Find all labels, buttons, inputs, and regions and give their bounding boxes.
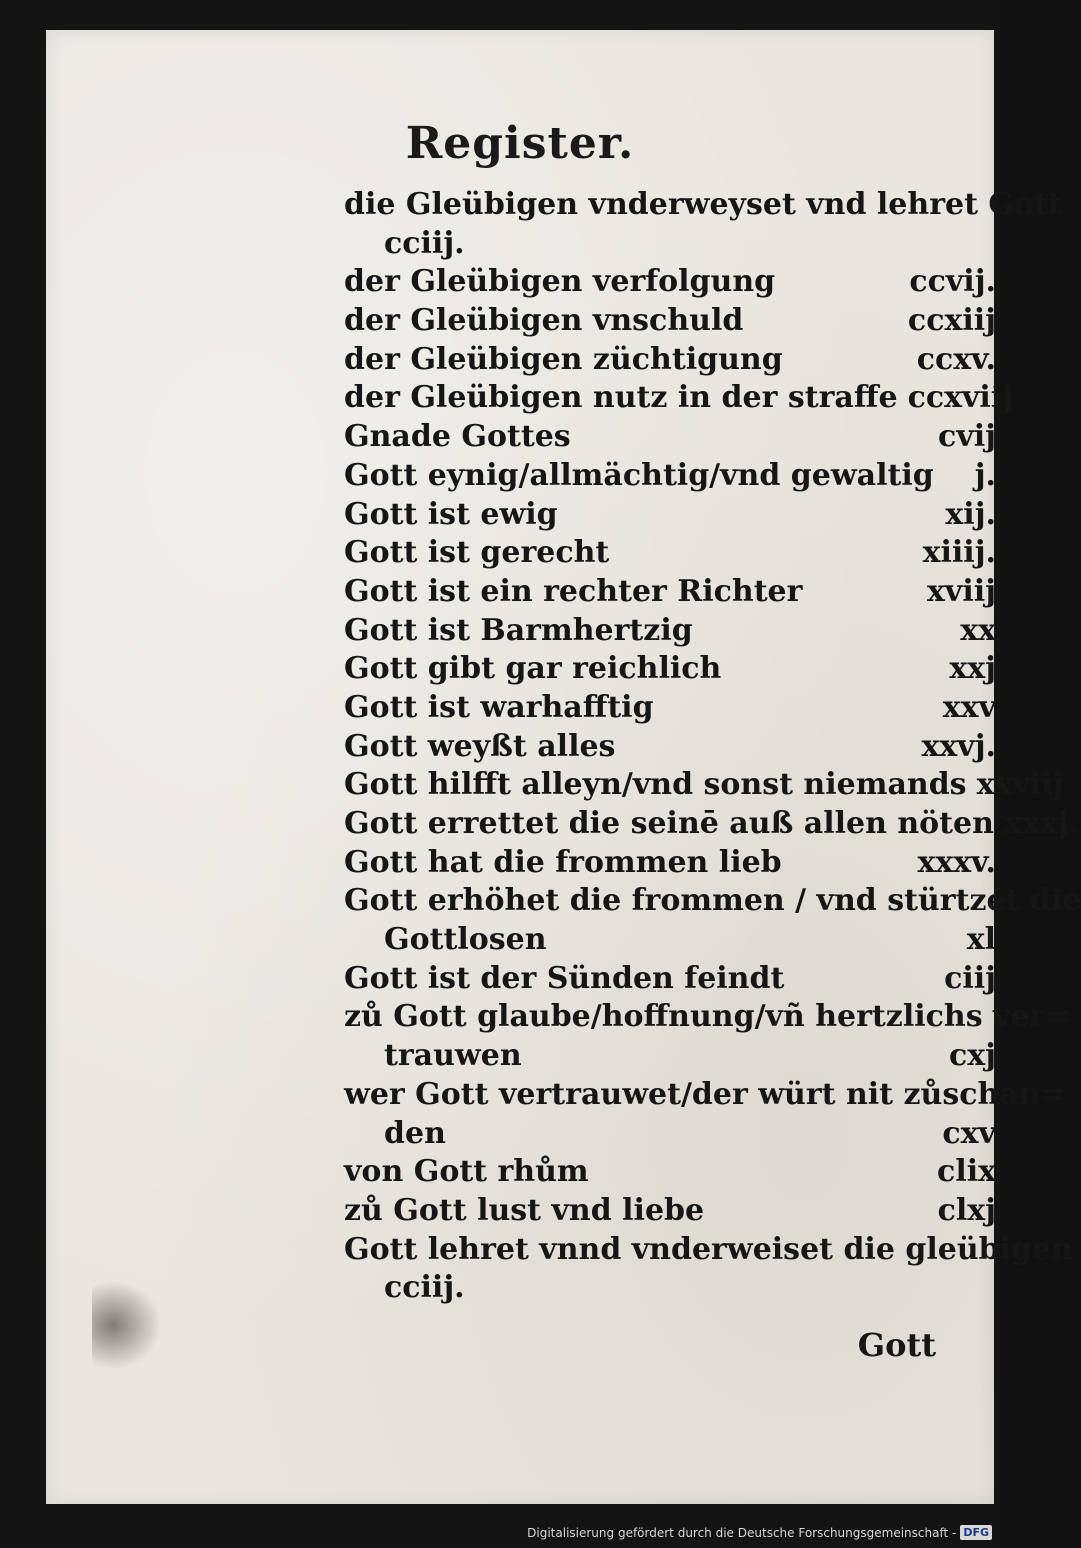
register-entry [344,612,996,651]
entry-text: der Gleübigen nutz in der straffe [344,380,898,416]
entry-text: wer Gott vertrauwet/der würt nit zůschan= [344,1076,1066,1112]
register-entry [344,496,996,535]
entry-folio: ccxviij [907,380,1014,416]
entry-folio: ccvij. [909,264,996,300]
register-entry [344,457,996,496]
register-entry [344,998,1071,1037]
entry-text: der Gleübigen vnschuld [344,303,744,339]
entry-folio: xx [960,612,996,648]
entry-text: Gott hilfft alleyn/vnd sonst niemands [344,767,967,803]
register-entry [344,418,996,457]
entry-folio: clxj [937,1192,996,1228]
register-entry [344,186,1062,225]
entry-folio: xl [966,922,996,958]
entry-text: den [384,1115,446,1151]
entry-text: Gott hat die frommen lieb [344,844,782,880]
catchword: Gott [857,1326,936,1364]
page-stain [92,1280,162,1370]
register-entry [344,960,996,999]
entry-text: Gott lehret vnnd vnderweiset die gleübigen [344,1231,1073,1267]
entry-folio: xxxj. [1003,806,1079,841]
entry-folio: xxvj. [921,728,996,764]
register-entry [344,650,996,689]
register-entry [344,341,996,380]
register-entry [344,534,996,573]
entry-text: Gott weyßt alles [344,728,616,764]
entry-folio: ccxiij [907,303,996,339]
entry-folio: xxviij [976,767,1064,803]
register-entry [344,1192,996,1231]
entry-text: Gott errettet die seinē auß allen nöten [344,806,994,841]
register-entry [344,573,996,612]
entry-text: Gott eynig/allmächtig/vnd gewaltig [344,457,934,493]
entry-text: Gott ist ewig [344,496,558,532]
register-entry [344,1115,996,1154]
entry-folio: clix [937,1154,996,1190]
entry-text: die Gleübigen vnderweyset vnd lehret Gott [344,187,1062,222]
register-entry [344,1037,996,1076]
entry-folio: ccxv. [916,341,996,377]
entry-folio: cxj [948,1038,996,1074]
entry-folio: xviij [927,573,996,609]
register-entry [344,1076,1066,1115]
register-entry [344,766,1064,805]
entry-text: Gott gibt gar reichlich [344,651,722,687]
entry-text: zů Gott lust vnd liebe [344,1192,705,1228]
entry-text: Gott ist der Sünden feindt [344,960,785,996]
entry-text: von Gott rhům [344,1154,589,1190]
register-entry [344,1269,996,1308]
entry-text: Gottlosen [384,922,547,958]
entry-folio: ciij [944,960,996,996]
register-entry [344,225,996,264]
register-entry [344,689,996,728]
register-entry [344,921,996,960]
register-entry [344,882,1081,921]
entry-text: Gnade Gottes [344,419,571,455]
entry-text: der Gleübigen verfolgung [344,264,776,300]
entry-folio: xxxv. [917,844,996,880]
entry-folio: j. [974,457,996,493]
entry-text: zů Gott glaube/hoffnung/vñ hertzlichs ver= [344,999,1071,1035]
register-entry [344,844,996,883]
register-entry [344,1153,996,1192]
register-entry [344,302,996,341]
entry-folio: cvij [938,419,996,455]
entry-folio: xij. [945,496,996,532]
register-entry [344,379,1014,418]
page-title: Register. [405,118,635,169]
footer-credit [527,1525,992,1540]
register-entry [344,263,996,302]
entry-text: der Gleübigen züchtigung [344,341,783,377]
entry-folio: xiiij. [922,535,996,571]
entry-folio: xxj [949,651,996,687]
entry-text: Gott ist warhafftig [344,689,654,725]
register-entry [344,805,1079,844]
entry-text: cciij. [384,225,465,261]
entry-text: cciij. [384,1270,465,1306]
entry-text: Gott erhöhet die frommen / vnd stürtzet die [344,883,1081,919]
entry-folio: xxv [942,689,996,725]
footer-text: Digitalisierung gefördert durch die Deutsche Forschungsgemeinschaft - [527,1525,957,1540]
entry-text: Gott ist gerecht [344,535,610,571]
entry-text: Gott ist ein rechter Richter [344,573,803,609]
entry-text: trauwen [384,1038,522,1074]
register-entry [344,728,996,767]
dfg-logo: DFG [960,1525,992,1540]
entry-text: Gott ist Barmhertzig [344,612,693,648]
register-entries [344,186,1081,1308]
entry-folio: cxv [942,1115,996,1151]
book-page [46,30,1081,1504]
register-entry [344,1231,1073,1270]
